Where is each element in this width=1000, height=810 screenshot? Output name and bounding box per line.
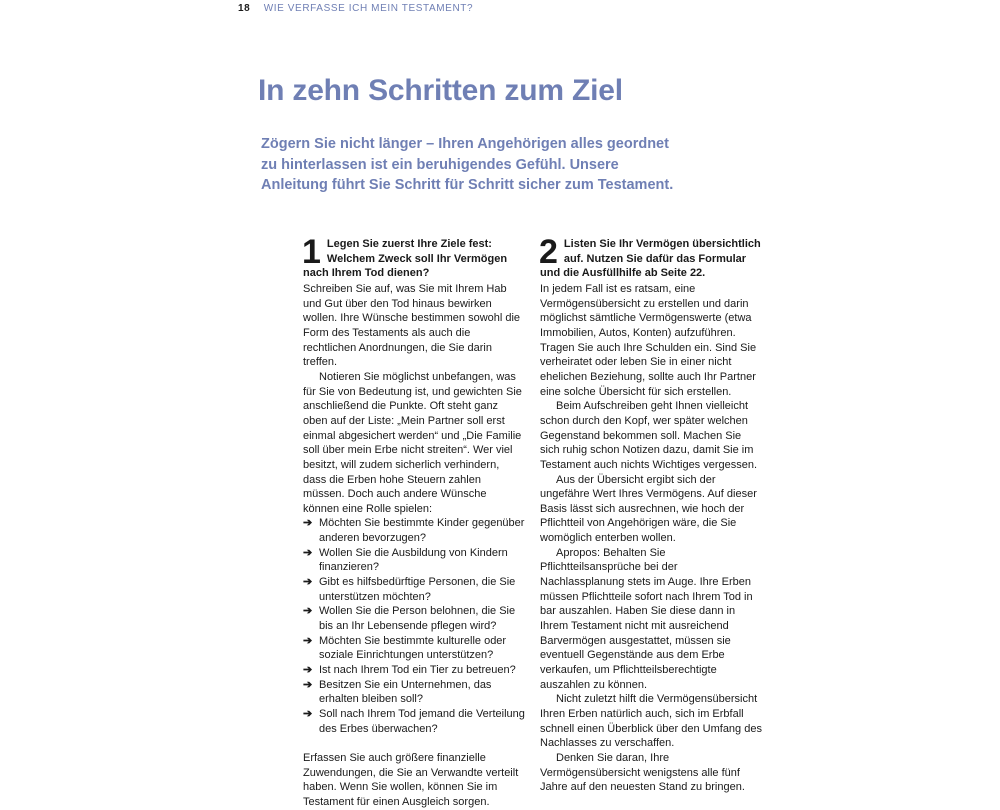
list-item: ➔ Wollen Sie die Person belohnen, die Sie bis an Ihr Lebensende pflegen wird?: [303, 605, 516, 633]
list-item: ➔ Besitzen Sie ein Unternehmen, das erhalten bleiben soll?: [303, 678, 492, 706]
step-1-number: 1: [302, 233, 321, 271]
arrow-icon: ➔: [303, 517, 313, 530]
list-item: ➔ Soll nach Ihrem Tod jemand die Verteilung des Erbes überwachen?: [303, 708, 525, 735]
step-1-closing-paragraph: Erfassen Sie auch größere finanzielle Zuwendungen, die Sie an Verwandte verteilt haben. Wenn Sie wollen, können Sie im Testament für einen Ausgleich sorgen.: [303, 751, 519, 808]
step-2-heading-text: Listen Sie Ihr Vermögen übersichtlich auf. Nutzen Sie dafür das Formular und die Ausfüllhilfe ab Seite 22.: [540, 238, 761, 280]
running-header: [238, 3, 473, 14]
step-1-paragraph: Notieren Sie möglichst unbefangen, was für Sie von Bedeutung ist, und gewichten Sie anschließend die Punkte. Oft steht ganz oben auf der Liste: „Mein Partner soll erst einmal abgesichert werden“ und „Die Familie soll über mein Erbe nicht streiten“. Wer viel besitzt, will zudem sicherlich verhindern, dass die Erben hohe Steuern zahlen müssen. Doch auch andere Wünsche können eine Rolle spielen:: [303, 370, 522, 515]
step-2-paragraph: Denken Sie daran, Ihre Vermögensübersicht wenigstens alle fünf Jahre auf den neuesten Stand zu bringen.: [540, 751, 745, 794]
arrow-icon: ➔: [303, 605, 313, 618]
step-1-paragraph: Schreiben Sie auf, was Sie mit Ihrem Hab und Gut über den Tod hinaus bewirken wollen. Ihre Wünsche bestimmen sowohl die Form des Testaments als auch die rechtlichen Anordnungen, die Sie darin treffen.: [303, 282, 521, 369]
step-2-number: 2: [539, 233, 558, 271]
step-2-paragraph: Aus der Übersicht ergibt sich der ungefähre Wert Ihres Vermögens. Auf dieser Basis lässt sich ausrechnen, wie hoch der Pflichtteil von Angehörigen wäre, die Sie womöglich enterben wollen.: [540, 473, 757, 545]
step-1-heading: [302, 233, 525, 281]
running-title: WIE VERFASSE ICH MEIN TESTAMENT?: [263, 3, 474, 14]
step-1-heading-text: Legen Sie zuerst Ihre Ziele fest: Welchem Zweck soll Ihr Vermögen nach Ihrem Tod dienen?: [303, 238, 508, 280]
step-2-paragraph: Beim Aufschreiben geht Ihnen vielleicht schon durch den Kopf, wer später welchen Gegenstand bekommen soll. Machen Sie sich ruhig schon Notizen dazu, damit Sie im Testament auch nichts Wichtiges vergessen.: [540, 400, 758, 471]
step-1-bullet-list: [303, 516, 525, 736]
arrow-icon: ➔: [303, 634, 313, 647]
arrow-icon: ➔: [303, 678, 313, 691]
list-item: ➔ Ist nach Ihrem Tod ein Tier zu betreuen?: [303, 664, 516, 677]
step-2-heading: [539, 233, 762, 281]
list-item: ➔ Gibt es hilfsbedürftige Personen, die Sie unterstützen möchten?: [303, 576, 516, 603]
arrow-icon: ➔: [303, 576, 313, 589]
arrow-icon: ➔: [303, 708, 313, 720]
page-title: In zehn Schritten zum Ziel: [258, 74, 623, 107]
page-number: 18: [238, 3, 251, 14]
arrow-icon: ➔: [303, 546, 313, 559]
step-2-paragraph: Nicht zuletzt hilft die Vermögensübersicht Ihren Erben natürlich auch, sich im Erbfall schnell einen Überblick über den Umfang des Nachlasses zu verschaffen.: [540, 693, 762, 750]
step-2-paragraph: Apropos: Behalten Sie Pflichtteilsansprüche bei der Nachlassplanung stets im Auge. Ihre Erben müssen Pflichtteile sofort nach Ihrem Tod in bar auszahlen. Haben Sie diese dann in Ihrem Testament nicht mit ausreichend Barvermögen ausgestattet, müssen sie eventuell Gegenstände aus dem Erbe verkaufen, um Pflichtteilsberechtigte auszahlen zu können.: [540, 546, 753, 691]
list-item: ➔ Wollen Sie die Ausbildung von Kindern finanzieren?: [303, 546, 508, 574]
list-item: ➔ Möchten Sie bestimmte kulturelle oder soziale Einrichtungen unterstützen?: [303, 634, 507, 662]
step-1-column: [302, 233, 525, 810]
list-item: ➔ Möchten Sie bestimmte Kinder gegenüber anderen bevorzugen?: [303, 517, 525, 545]
arrow-icon: ➔: [303, 664, 313, 677]
step-2-paragraph: In jedem Fall ist es ratsam, eine Vermögensübersicht zu erstellen und darin möglichst sämtliche Vermögenswerte (etwa Immobilien, Autos, Konten) aufzuführen. Tragen Sie auch Ihre Schulden ein. Sind Sie verheiratet oder leben Sie in einer nicht ehelichen Beziehung, sollte auch Ihr Partner eine solche Übersicht für sich erstellen.: [540, 282, 757, 398]
intro-text: Zögern Sie nicht länger – Ihren Angehörigen alles geordnet zu hinterlassen ist ein beruhigendes Gefühl. Unsere Anleitung führt Sie Schritt für Schritt sicher zum Testament.: [261, 136, 674, 193]
step-2-column: [539, 233, 762, 795]
